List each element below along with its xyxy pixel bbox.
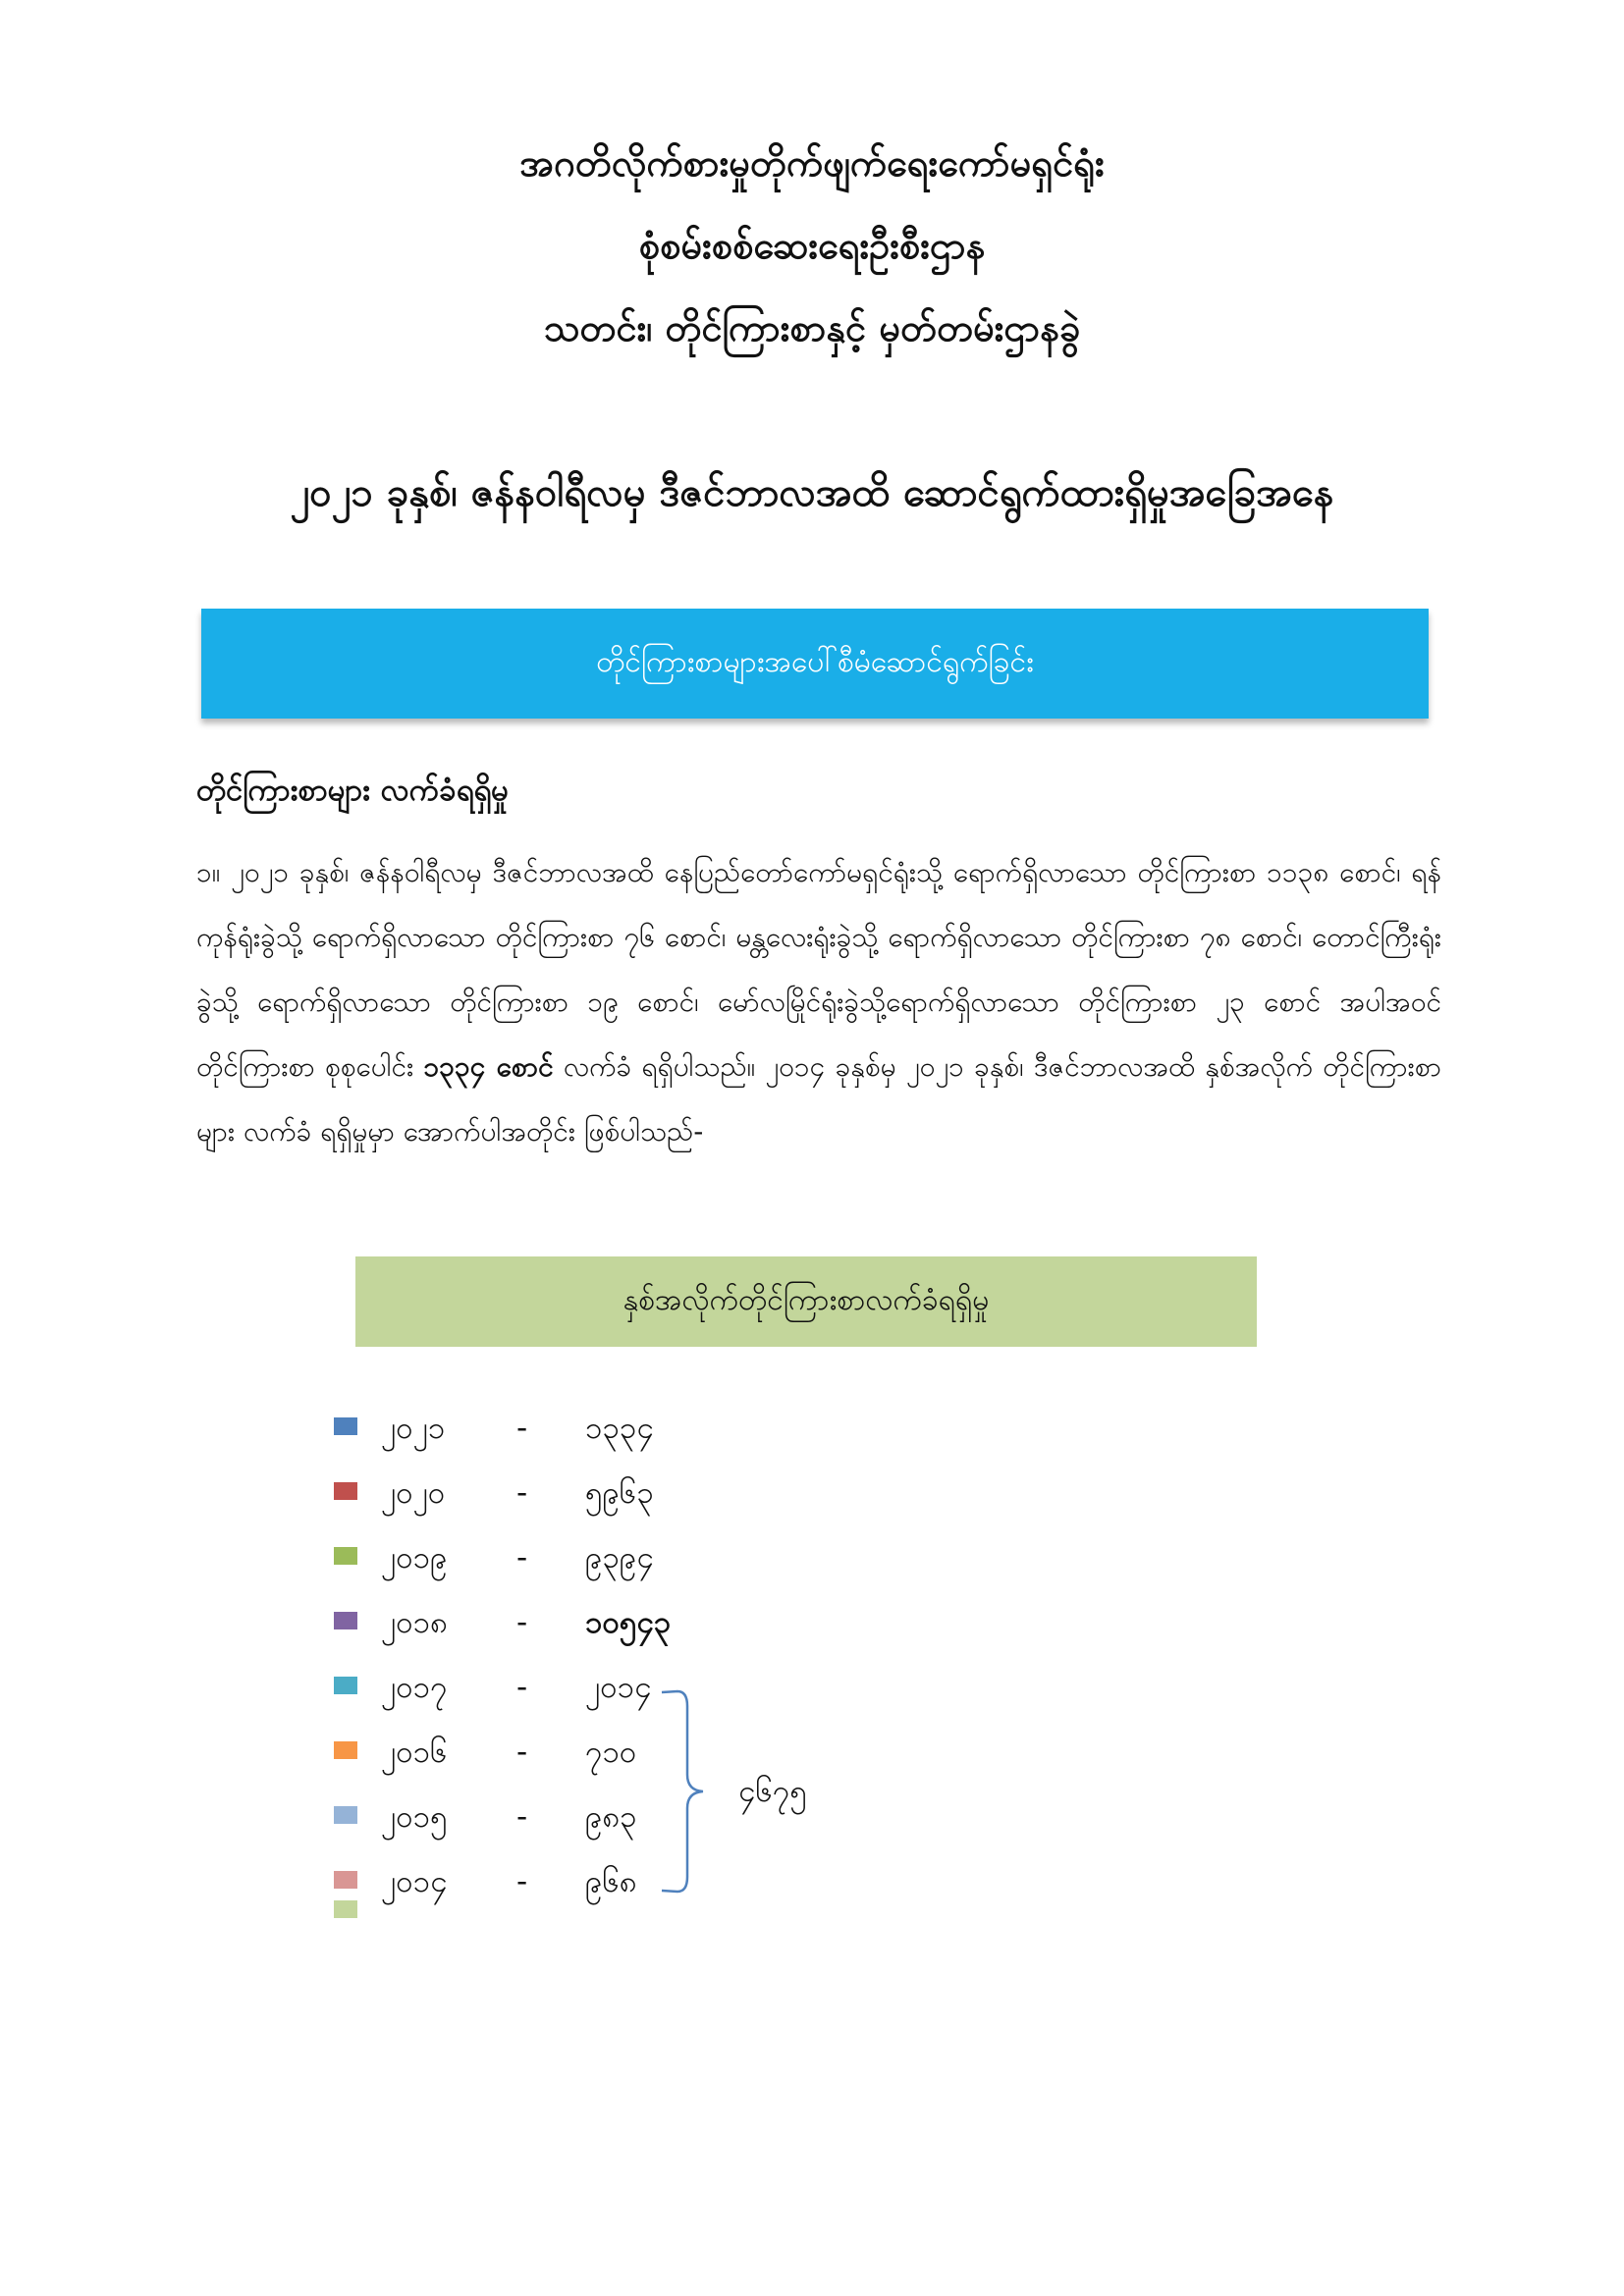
legend-count: ၁၀၅၄၃ — [585, 1605, 672, 1640]
legend-year: ၂၀၂၀ — [381, 1475, 446, 1511]
legend-swatch — [334, 1417, 357, 1435]
legend-year: ၂၀၁၇ — [381, 1670, 448, 1705]
section-subheading: တိုင်ကြားစာများ လက်ခံရရှိမှု — [196, 773, 509, 808]
legend-dash: - — [516, 1735, 528, 1770]
legend-dash: - — [516, 1475, 528, 1511]
legend-row — [330, 1468, 821, 1533]
office-title: အဂတိလိုက်စားမှုတိုက်ဖျက်ရေးကော်မရှင်ရုံး — [519, 141, 1105, 185]
legend-row — [330, 1533, 821, 1598]
legend-dash: - — [516, 1864, 528, 1899]
yearly-table-heading-label: နှစ်အလိုက်တိုင်ကြားစာလက်ခံရရှိမှု — [623, 1282, 990, 1317]
legend-dash: - — [516, 1540, 528, 1575]
legend-swatch — [334, 1482, 357, 1500]
division-title: သတင်း၊ တိုင်ကြားစာနှင့် မှတ်တမ်းဌာနခွဲ — [543, 306, 1081, 349]
legend-dash: - — [516, 1799, 528, 1835]
report-title: ၂၀၂၁ ခုနှစ်၊ ဇန်နဝါရီလမှ ဒီဇင်ဘာလအထိ ဆောင်ရွက်ထားရှိမှုအခြေအနေ — [290, 470, 1334, 515]
department-title: စုံစမ်းစစ်ဆေးရေးဦးစီးဌာန — [638, 224, 986, 267]
legend-year: ၂၀၁၈ — [381, 1605, 448, 1640]
legend-year: ၂၀၁၅ — [381, 1799, 448, 1835]
paragraph-text-start: ၁။ ၂၀၂၁ ခုနှစ်၊ ဇန်နဝါရီလမှ ဒီဇင်ဘာလအထိ နေပြည်တော်ကော်မရှင်ရုံးသို့ ရောက်ရှိလာသော တိုင်ကြားစာ ၁၁၃၈ စောင်၊ ရန်ကုန်ရုံးခွဲသို့ ရောက်ရှိလာသော တိုင်ကြားစာ ၇၆ စောင်၊ မန္တလေးရုံးခွဲသို့ ရောက်ရှိလာသော တိုင်ကြားစာ ၇၈ စောင်၊ တောင်ကြီးရုံးခွဲသို့ ရောက်ရှိလာသော တိုင်ကြားစာ ၁၉ စောင်၊ မော်လမြိုင်ရုံးခွဲသို့ရောက်ရှိလာသော တိုင်ကြားစာ ၂၃ စောင် အပါအဝင် တိုင်ကြားစာ စုစုပေါင်း — [196, 856, 1442, 1083]
legend-count: ၁၃၃၄ — [585, 1411, 654, 1446]
legend-swatch — [334, 1677, 357, 1694]
paragraph-total-count: ၁၃၃၄ စောင် — [423, 1050, 554, 1083]
legend-count: ၂၀၁၄ — [585, 1670, 652, 1705]
legend-extra-swatch — [334, 1900, 357, 1918]
yearly-table-heading — [355, 1256, 1257, 1347]
legend-dash: - — [516, 1411, 528, 1446]
legend-dash: - — [516, 1605, 528, 1640]
legend-dash: - — [516, 1670, 528, 1705]
legend-swatch — [334, 1871, 357, 1889]
legend-count: ၇၁၀ — [585, 1735, 637, 1770]
legend-swatch — [334, 1547, 357, 1565]
legend-count: ၅၉၆၃ — [585, 1475, 654, 1511]
legend-count: ၉၈၃ — [585, 1799, 637, 1835]
legend-swatch — [334, 1612, 357, 1629]
summary-paragraph — [196, 840, 1441, 1164]
paragraph-text-end: လက်ခံ ရရှိပါသည်။ ၂၀၁၄ ခုနှစ်မှ ၂၀၂၁ ခုနှစ်၊ ဒီဇင်ဘာလအထိ နှစ်အလိုက် တိုင်ကြားစာများ လက်ခံ ရရှိမှုမှာ အောက်ပါအတိုင်း ဖြစ်ပါသည်- — [196, 1050, 1442, 1148]
legend-count: ၉၃၉၄ — [585, 1540, 654, 1575]
section-banner — [201, 609, 1429, 719]
legend-row — [330, 1598, 821, 1663]
grouped-total: ၄၆၇၅ — [738, 1774, 807, 1809]
legend-year: ၂၀၁၉ — [381, 1540, 448, 1575]
legend-year: ၂၀၁၆ — [381, 1735, 448, 1770]
legend-year: ၂၀၂၁ — [381, 1411, 446, 1446]
legend-year: ၂၀၁၄ — [381, 1864, 448, 1899]
legend-swatch — [334, 1741, 357, 1759]
legend-swatch — [334, 1806, 357, 1824]
legend-row — [330, 1404, 821, 1468]
legend-count: ၉၆၈ — [585, 1864, 637, 1899]
section-banner-label: တိုင်ကြားစာများအပေါ်စီမံဆောင်ရွက်ခြင်း — [596, 644, 1034, 679]
